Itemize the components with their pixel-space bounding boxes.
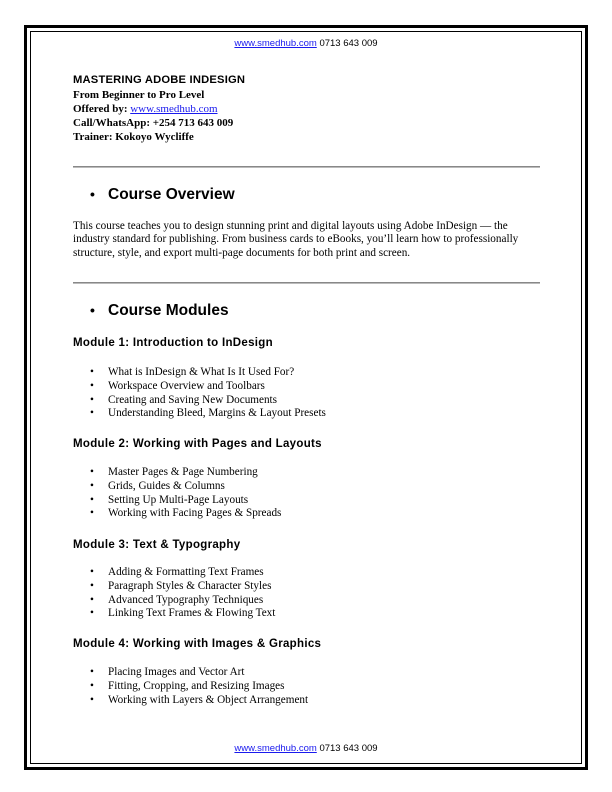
offered-link[interactable]: www.smedhub.com — [130, 103, 218, 115]
trainer-line: Trainer: Kokoyo Wycliffe — [73, 131, 194, 143]
header-link[interactable]: www.smedhub.com — [234, 38, 317, 49]
course-subtitle: From Beginner to Pro Level — [73, 89, 205, 101]
footer-phone: 0713 643 009 — [319, 743, 378, 754]
list-item: • Understanding Bleed, Margins & Layout Presets — [90, 407, 326, 421]
module-title: Module 1: Introduction to InDesign — [73, 337, 273, 349]
page-footer — [0, 743, 612, 754]
offered-label: Offered by: — [73, 103, 131, 115]
page-header — [0, 38, 612, 49]
list-item: • Working with Facing Pages & Spreads — [90, 507, 281, 521]
overview-heading-text: Course Overview — [108, 186, 235, 203]
footer-link[interactable]: www.smedhub.com — [234, 743, 317, 754]
overview-text: This course teaches you to design stunning print and digital layouts using Adobe InDesign — the industry standard for publishing. From business cards to eBooks, you’ll learn how to professionally structure, style, and export multi-page documents for both print and screen. — [73, 220, 519, 259]
list-item: • Setting Up Multi-Page Layouts — [90, 494, 281, 508]
course-title: MASTERING ADOBE INDESIGN — [73, 74, 246, 86]
list-item: • Adding & Formatting Text Frames — [90, 566, 275, 580]
divider — [73, 282, 540, 284]
list-item: • Creating and Saving New Documents — [90, 394, 326, 408]
module-item-list — [90, 466, 281, 521]
overview-heading — [90, 186, 235, 204]
module-title: Module 3: Text & Typography — [73, 539, 241, 551]
module-item-list — [90, 666, 308, 707]
bullet-icon: • — [90, 302, 95, 318]
course-info — [73, 88, 233, 144]
module-item-list — [90, 566, 275, 621]
bullet-icon: • — [90, 186, 95, 202]
list-item: • Working with Layers & Object Arrangement — [90, 694, 308, 708]
list-item: • Master Pages & Page Numbering — [90, 466, 281, 480]
modules-heading — [90, 302, 229, 320]
list-item: • Grids, Guides & Columns — [90, 480, 281, 494]
divider — [73, 166, 540, 168]
module-item-list — [90, 366, 326, 421]
list-item: • Placing Images and Vector Art — [90, 666, 308, 680]
list-item: • Paragraph Styles & Character Styles — [90, 580, 275, 594]
contact-line: Call/WhatsApp: +254 713 643 009 — [73, 117, 234, 129]
module-title: Module 4: Working with Images & Graphics — [73, 638, 322, 650]
modules-heading-text: Course Modules — [108, 302, 229, 319]
module-title: Module 2: Working with Pages and Layouts — [73, 438, 322, 450]
offered-by — [73, 102, 233, 116]
list-item: • Fitting, Cropping, and Resizing Images — [90, 680, 308, 694]
list-item: • Advanced Typography Techniques — [90, 594, 275, 608]
header-phone: 0713 643 009 — [319, 38, 378, 49]
list-item: • Workspace Overview and Toolbars — [90, 380, 326, 394]
list-item: • Linking Text Frames & Flowing Text — [90, 607, 275, 621]
list-item: • What is InDesign & What Is It Used For? — [90, 366, 326, 380]
